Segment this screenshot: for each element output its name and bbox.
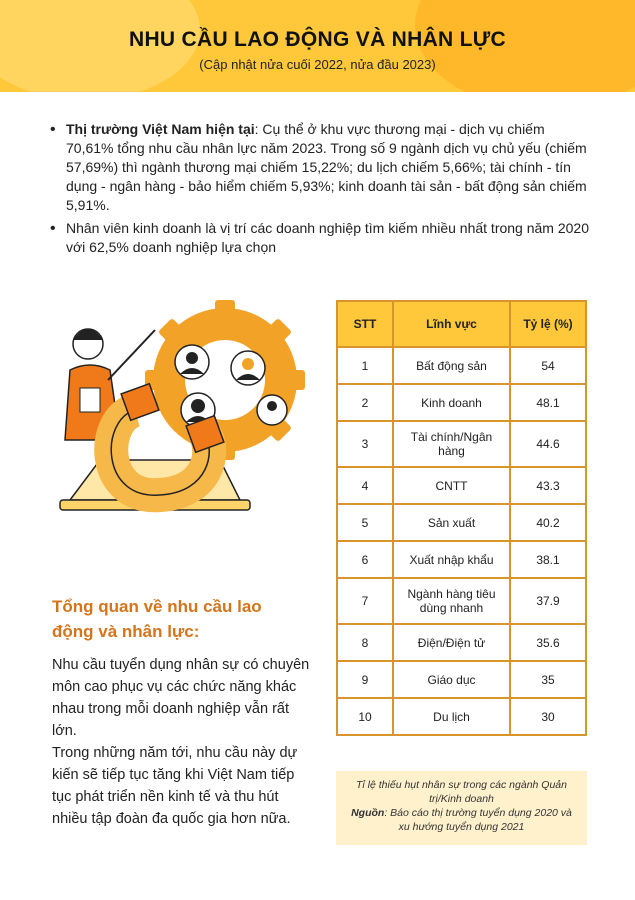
caption-text: Tỉ lệ thiếu hụt nhân sự trong các ngành Quản trị/Kinh doanh <box>356 779 567 805</box>
cell-rate: 48.1 <box>510 384 586 421</box>
table-header-row <box>337 301 586 347</box>
page-title: NHU CẦU LAO ĐỘNG VÀ NHÂN LỰC <box>129 28 506 51</box>
cell-stt: 4 <box>337 467 393 504</box>
cell-stt: 3 <box>337 421 393 467</box>
cell-rate: 35.6 <box>510 624 586 661</box>
cell-field: CNTT <box>393 467 510 504</box>
bullet-item <box>48 219 593 257</box>
cell-field: Kinh doanh <box>393 384 510 421</box>
cell-field: Bất động sản <box>393 347 510 384</box>
cell-rate: 54 <box>510 347 586 384</box>
cell-stt: 10 <box>337 698 393 735</box>
avatar-icon <box>257 395 287 425</box>
cell-field: Du lịch <box>393 698 510 735</box>
column-header-stt: STT <box>337 301 393 347</box>
cell-field: Điện/Điện tử <box>393 624 510 661</box>
cell-rate: 44.6 <box>510 421 586 467</box>
cell-stt: 9 <box>337 661 393 698</box>
header-banner <box>0 0 635 92</box>
cell-field: Sản xuất <box>393 504 510 541</box>
table-row <box>337 698 586 735</box>
table-row <box>337 347 586 384</box>
gear-icon <box>145 300 305 460</box>
table-row <box>337 384 586 421</box>
cell-field: Tài chính/Ngân hàng <box>393 421 510 467</box>
cell-stt: 8 <box>337 624 393 661</box>
cell-rate: 43.3 <box>510 467 586 504</box>
cell-field: Giáo dục <box>393 661 510 698</box>
page-subtitle: (Cập nhật nửa cuối 2022, nửa đầu 2023) <box>199 57 436 72</box>
avatar-icon <box>175 345 209 379</box>
shortage-table <box>336 300 587 736</box>
table-caption <box>336 771 587 845</box>
cell-stt: 2 <box>337 384 393 421</box>
cell-stt: 6 <box>337 541 393 578</box>
section-paragraph: Nhu cầu tuyển dụng nhân sự có chuyên môn cao phục vụ các chức năng khác nhau trong mỗi doanh nghiệp vẫn rất lớn. <box>52 657 310 739</box>
bullet-text: : Cụ thể ở khu vực thương mại - dịch vụ chiếm 70,61% tổng nhu cầu nhân lực năm 2023. Trong số 9 ngành dịch vụ chủ yếu (chiếm 57,69%) thì ngành thương mại chiếm 15,22%; du lịch chiếm 5,66%; tài chính - tín dụng - ngân hàng - bảo hiểm chiếm 5,93%; kinh doanh tài sản - bất động sản chiếm 5,91%. <box>66 121 587 213</box>
table-row <box>337 578 586 624</box>
cell-rate: 37.9 <box>510 578 586 624</box>
cell-rate: 38.1 <box>510 541 586 578</box>
source-label: Nguồn <box>351 807 385 819</box>
section-paragraph: Trong những năm tới, nhu cầu này dự kiến sẽ tiếp tục tăng khi Việt Nam tiếp tục phát triển nền kinh tế và thu hút nhiều tập đoàn đa quốc gia hơn nữa. <box>52 745 298 827</box>
cell-stt: 1 <box>337 347 393 384</box>
bullet-lead: Thị trường Việt Nam hiện tại <box>66 121 255 137</box>
avatar-icon <box>231 351 265 385</box>
table-row <box>337 421 586 467</box>
cell-rate: 40.2 <box>510 504 586 541</box>
cell-field: Ngành hàng tiêu dùng nhanh <box>393 578 510 624</box>
recruitment-illustration <box>40 300 310 540</box>
table-row <box>337 504 586 541</box>
section-title: Tổng quan về nhu cầu lao động và nhân lực: <box>52 597 262 641</box>
cell-stt: 5 <box>337 504 393 541</box>
table-row <box>337 467 586 504</box>
column-header-rate: Tỷ lệ (%) <box>510 301 586 347</box>
cell-rate: 30 <box>510 698 586 735</box>
cell-rate: 35 <box>510 661 586 698</box>
cell-stt: 7 <box>337 578 393 624</box>
bullet-list <box>48 120 593 261</box>
table-row <box>337 661 586 698</box>
source-text: : Báo cáo thị trường tuyển dụng 2020 và xu hướng tuyển dụng 2021 <box>384 807 572 833</box>
bullet-item <box>48 120 593 215</box>
cell-field: Xuất nhập khẩu <box>393 541 510 578</box>
bullet-text: Nhân viên kinh doanh là vị trí các doanh nghiệp tìm kiếm nhiều nhất trong năm 2020 với 62,5% doanh nghiệp lựa chọn <box>66 220 589 255</box>
table-row <box>337 624 586 661</box>
table-row <box>337 541 586 578</box>
column-header-field: Lĩnh vực <box>393 301 510 347</box>
